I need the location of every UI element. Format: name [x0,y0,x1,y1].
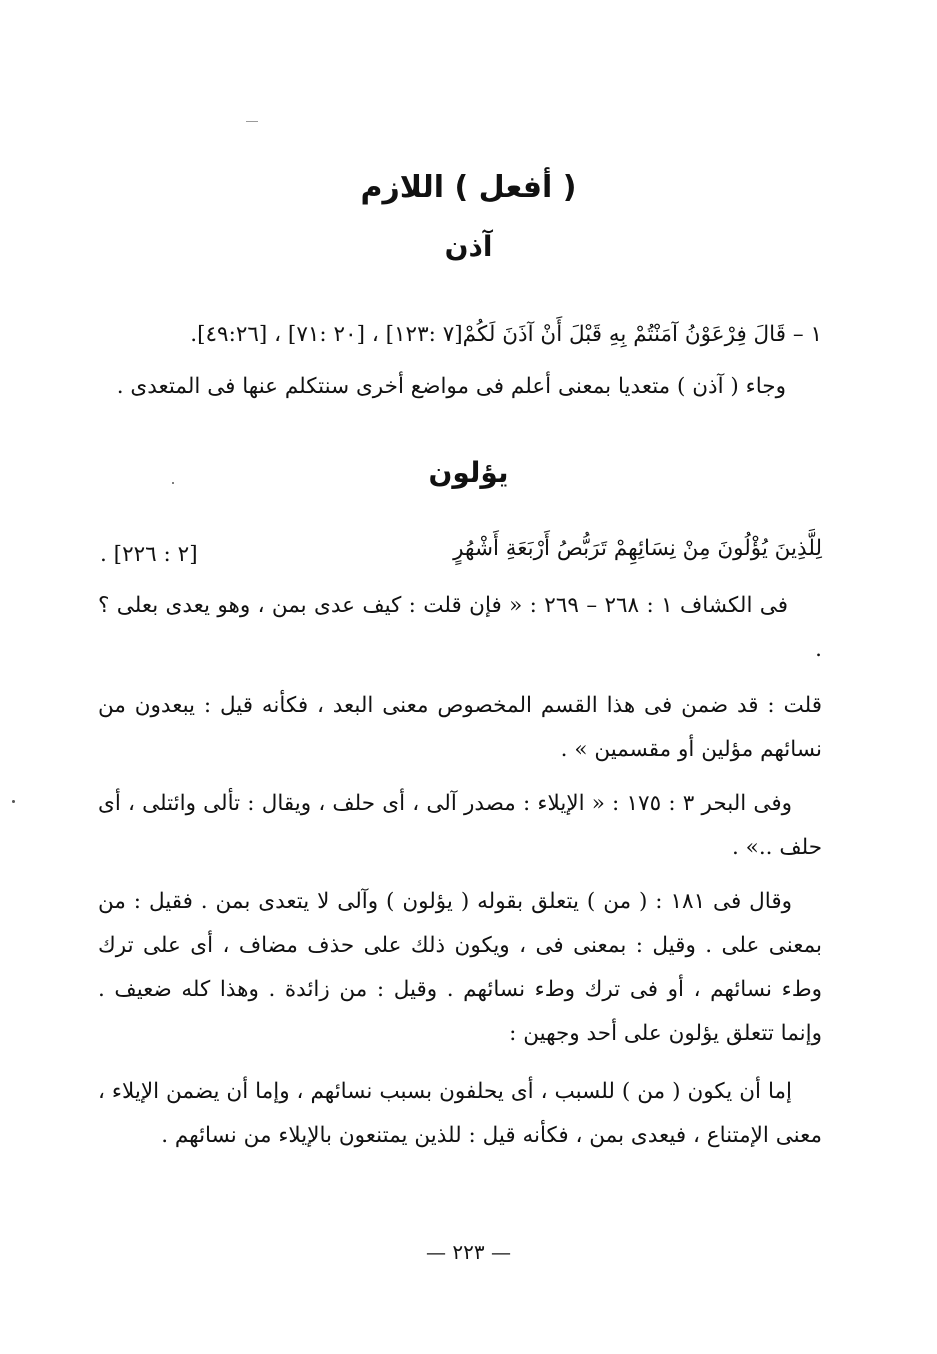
entry-heading-adhina: آذن [444,230,493,263]
scan-artifact-dot [12,800,15,803]
section-heading: ( أفعل ) اللازم [360,170,577,205]
paragraph: وقال فى ١٨١ : ( من ) يتعلق بقوله ( يؤلون ) وآلى لا يتعدى بمن . فقيل : من بمعنى على . وقيل : بمعنى فى ، ويكون ذلك على حذف مضاف ، أى على ترك وطء نسائهم ، أو فى ترك وطء نسائهم . وقيل : من زائدة . وهذا كله ضعيف . وإنما تتعلق يؤلون على أحد وجهين : [98,889,822,1046]
page-number: — ٢٢٣ — [426,1240,511,1264]
entry-heading-yulun: يؤلون [428,456,509,489]
paragraph: إما أن يكون ( من ) للسبب ، أى يحلفون بسبب نسائهم ، وإما أن يضمن الإيلاء ، معنى الإمتناع ، فيعدى بمن ، فكأنه قيل : للذين يمتنعون بالإيلاء من نسائهم . [98,1079,822,1148]
paragraph: قلت : قد ضمن فى هذا القسم المخصوص معنى البعد ، فكأنه قيل : يبعدون من نسائهم مؤلين أو مقسمين » . [98,693,822,762]
paragraph: فى الكشاف ١ : ٢٦٨ – ٢٦٩ : « فإن قلت : كيف عدى بمن ، وهو يعدى بعلى ؟ . [98,593,822,662]
verse-text: لِلَّذِينَ يُؤْلُونَ مِنْ نِسَائِهِمْ تَرَبُّصُ أَرْبَعَةِ أَشْهُرٍ [453,536,822,561]
verse-row [100,536,822,576]
verse-reference: [٢ : ٢٢٦] . [100,542,198,567]
paragraph: وفى البحر ٣ : ١٧٥ : « الإيلاء : مصدر آلى ، أى حلف ، ويقال : تألى وائتلى ، أى حلف ..» . [98,791,822,860]
quran-citation-line: ١ – قَالَ فِرْعَوْنُ آمَنْتُمْ بِهِ قَبْلَ أَنْ آذَنَ لَكُمْ[٧ :١٢٣] ، [٢٠ :٧١] ، [٤٩:٢٦]. [190,322,822,347]
scan-artifact-dash [246,121,258,122]
note-line: وجاء ( آذن ) متعديا بمعنى أعلم فى مواضع أخرى سنتكلم عنها فى المتعدى . [116,374,786,399]
